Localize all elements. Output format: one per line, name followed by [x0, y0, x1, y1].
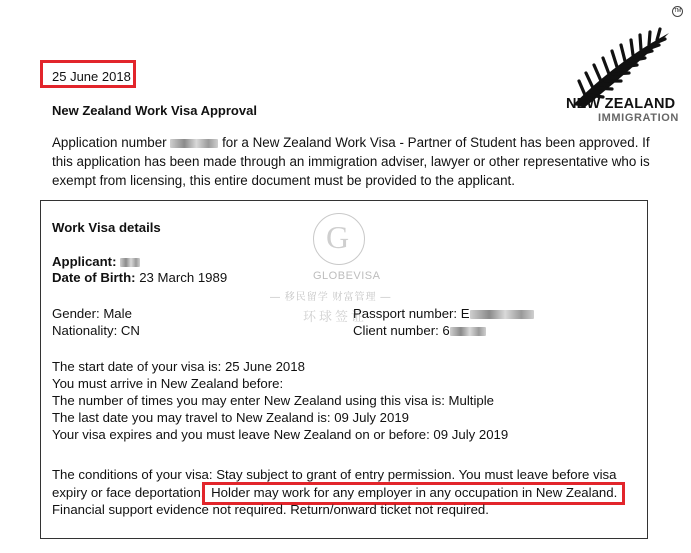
watermark-text-2: — 移民留学 财富管理 —	[270, 292, 392, 303]
dob-value: 23 March 1989	[139, 270, 228, 285]
gender-text: Gender: Male	[52, 306, 132, 321]
start-date-text: The start date of your visa is: 25 June 2018	[52, 359, 305, 374]
conditions-deportation: expiry or face deportation.	[52, 485, 205, 500]
nationality-text: Nationality: CN	[52, 323, 140, 338]
redacted-client-number	[450, 327, 486, 336]
logo-text-new-zealand: NEW ZEALAND	[566, 96, 676, 112]
work-condition-highlighted: Holder may work for any employer in any occupation in New Zealand.	[211, 485, 618, 500]
passport-label: Passport number: E	[353, 306, 470, 321]
entries-text: The number of times you may enter New Zealand using this visa is: Multiple	[52, 393, 494, 408]
passport-row	[353, 306, 534, 321]
redacted-application-number	[170, 139, 218, 148]
intro-paragraph	[52, 133, 652, 190]
date-highlight-box	[40, 60, 136, 88]
applicant-label: Applicant:	[52, 254, 117, 269]
client-label: Client number: 6	[353, 323, 450, 338]
last-travel-text: The last date you may travel to New Zealand is: 09 July 2019	[52, 410, 409, 425]
dob-label: Date of Birth:	[52, 270, 136, 285]
trademark-mark: TM	[672, 6, 683, 17]
watermark-text-3: 环球签证	[303, 309, 368, 324]
redacted-applicant-name	[120, 258, 140, 267]
conditions-line-1: The conditions of your visa: Stay subject to grant of entry permission. You must leave before visa	[52, 467, 617, 482]
client-row	[353, 323, 486, 338]
document-date: 25 June 2018	[52, 69, 131, 84]
applicant-row	[52, 254, 140, 269]
watermark-text-1: GLOBEVISA	[313, 270, 381, 282]
conditions-line-3: Financial support evidence not required. Return/onward ticket not required.	[52, 502, 489, 517]
details-heading: Work Visa details	[52, 220, 161, 235]
arrive-text: You must arrive in New Zealand before:	[52, 376, 284, 391]
logo-text-immigration: IMMIGRATION	[598, 112, 679, 124]
redacted-passport-number	[470, 310, 534, 319]
expiry-text: Your visa expires and you must leave New Zealand on or before: 09 July 2019	[52, 427, 509, 442]
watermark-glyph: G	[326, 219, 350, 255]
dob-row	[52, 270, 227, 285]
intro-text-end: for a New Zealand Work Visa - Partner of Student has been approved. If this application has been made through an immigration adviser, lawyer or other representative who is exempt from licensing, this entire document must be provided to the applicant.	[52, 135, 650, 188]
document-title: New Zealand Work Visa Approval	[52, 103, 257, 118]
intro-text-start: Application number	[52, 135, 171, 150]
